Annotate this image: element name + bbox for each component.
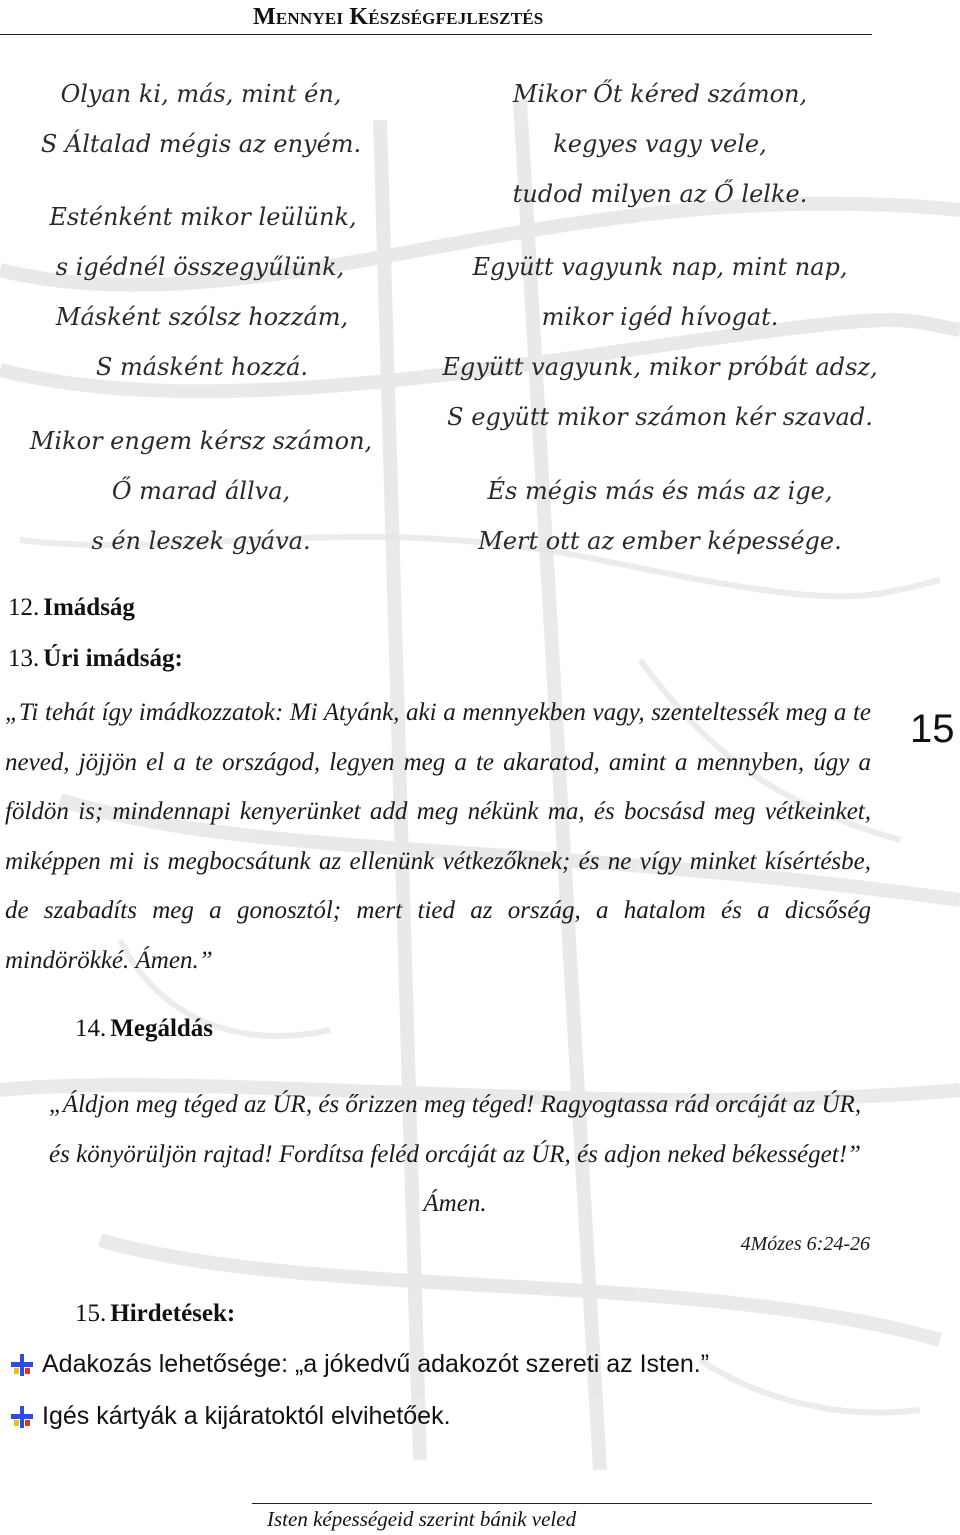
section-title: Imádság <box>43 594 135 621</box>
announcement-text: Igés kártyák a kijáratoktól elvihetőek. <box>42 1402 451 1430</box>
poem-line: s én leszek gyáva. <box>91 527 311 555</box>
poem-line: s igédnél összegyűlünk, <box>55 253 345 281</box>
section-heading-imadsag <box>8 594 135 622</box>
poem-line: Mert ott az ember képessége. <box>478 527 842 555</box>
section-number: 12. <box>8 594 40 621</box>
poem-line: Esténként mikor leülünk, <box>49 203 357 231</box>
poem-line: mikor igéd hívogat. <box>541 303 779 331</box>
poem-line: Másként szólsz hozzám, <box>55 303 349 331</box>
announcement-item <box>10 1350 709 1379</box>
poem-line: És mégis más és más az ige, <box>487 477 833 505</box>
header-title: Mennyei Készségfejlesztés <box>253 4 544 30</box>
poem-line: Olyan ki, más, mint én, <box>60 80 342 108</box>
announcement-item <box>10 1402 451 1431</box>
section-number: 14. <box>75 1015 107 1042</box>
cross-bullet-icon <box>10 1353 34 1377</box>
poem-line: S Általad mégis az enyém. <box>40 130 362 158</box>
poem-line: kegyes vagy vele, <box>553 130 767 158</box>
footer-text: Isten képességeid szerint bánik veled <box>267 1507 577 1531</box>
cross-bullet-icon <box>10 1405 34 1429</box>
section-heading-uri-imadsag <box>8 645 183 673</box>
poem-line: S másként hozzá. <box>95 353 309 381</box>
page-footer-rule <box>252 1503 872 1504</box>
announcement-text: Adakozás lehetősége: „a jókedvű adakozót szereti az Isten.” <box>42 1350 710 1378</box>
blessing-text: „Áldjon meg téged az ÚR, és őrizzen meg téged! Ragyogtassa rád orcáját az ÚR, és könyörüljön rajtad! Fordítsa feléd orcáját az ÚR, és adjon neked békességet!” Ámen. <box>48 1091 862 1217</box>
section-number: 15. <box>75 1300 107 1327</box>
lords-prayer-text: „Ti tehát így imádkozzatok: Mi Atyánk, aki a mennyekben vagy, szenteltessék meg a te neved, jöjjön el a te országod, legyen meg a te akaratod, amint a mennyben, úgy a földön is; mindennapi kenyerünket add meg nékünk ma, és bocsásd meg vétkeinket, miképpen mi is megbocsátunk az ellenünk vétkezőknek; és ne vígy minket kísértésbe, de szabadíts meg a gonosztól; mert tied az ország, a hatalom és a dicsőség mindörökké. Ámen.” <box>5 699 871 974</box>
poem-line: S együtt mikor számon kér szavad. <box>447 403 873 431</box>
section-number: 13. <box>8 645 40 672</box>
poem-line: tudod milyen az Ő lelke. <box>512 180 808 208</box>
section-title: Úri imádság: <box>43 645 183 672</box>
section-title: Megáldás <box>110 1015 214 1042</box>
section-title: Hirdetések: <box>110 1300 236 1327</box>
blessing-reference: 4Mózes 6:24-26 <box>740 1233 870 1255</box>
poem-line: Együtt vagyunk, mikor próbát adsz, <box>442 353 878 381</box>
page-number: 15 <box>910 707 955 751</box>
section-heading-megaldas <box>75 1015 213 1043</box>
section-heading-hirdetesek <box>75 1300 235 1328</box>
poem-line: Mikor engem kérsz számon, <box>29 427 373 455</box>
poem-line: Együtt vagyunk nap, mint nap, <box>472 253 848 281</box>
poem-line: Mikor Őt kéred számon, <box>512 80 808 108</box>
poem-line: Ő marad állva, <box>111 477 291 505</box>
